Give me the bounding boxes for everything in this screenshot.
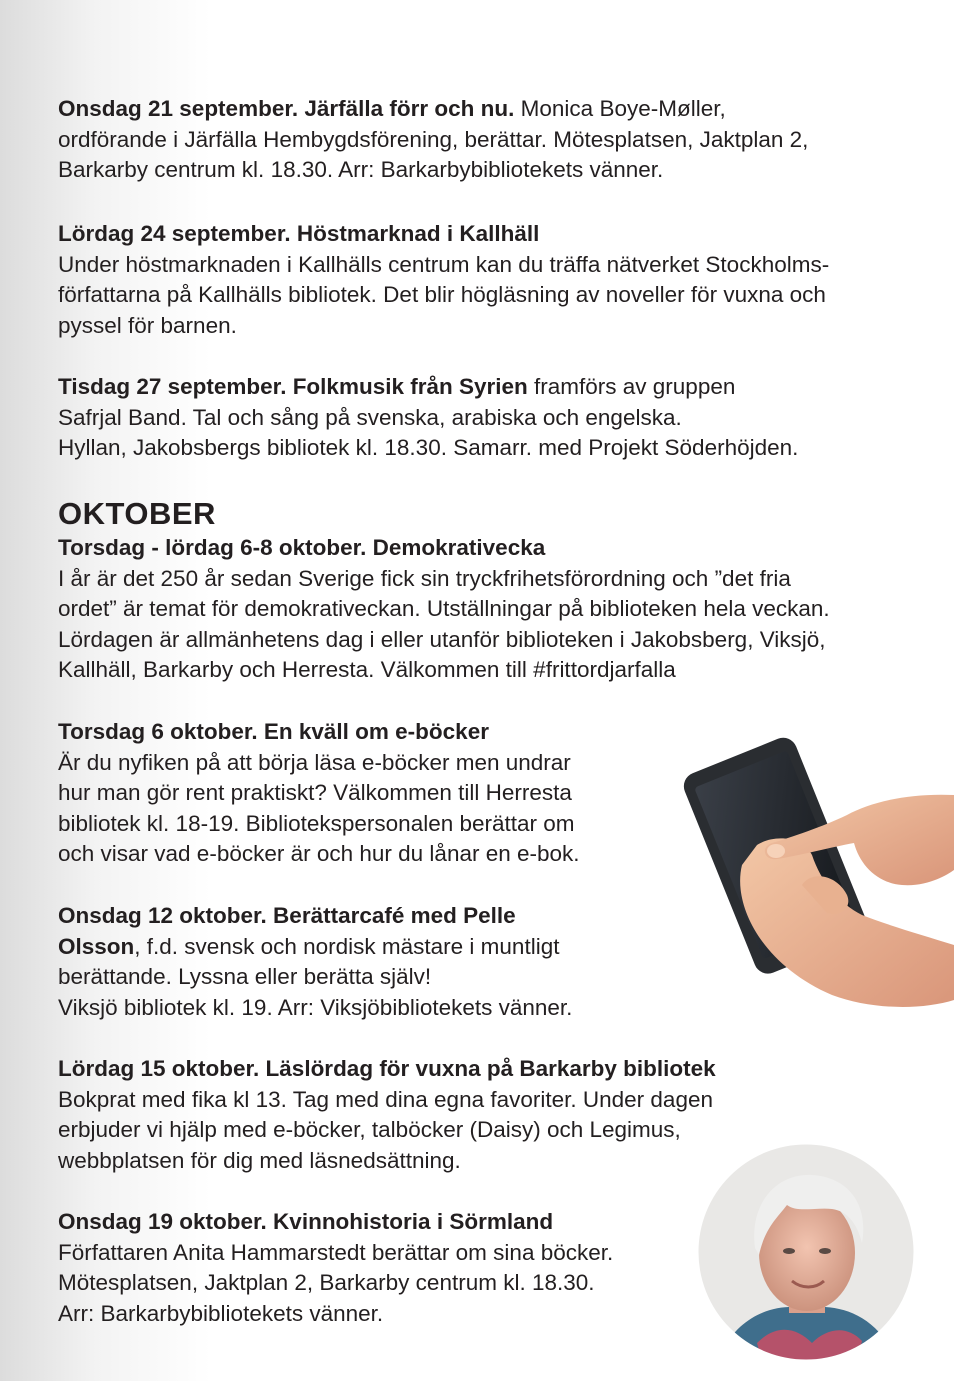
event-body-text: Kallhäll, Barkarby och Herresta. Välkommen till #frittordjarfalla xyxy=(58,657,676,682)
event-body-text: och visar vad e-böcker är och hur du lånar en e-bok. xyxy=(58,841,580,866)
event-text xyxy=(58,901,572,1023)
event-body-text: erbjuder vi hjälp med e-böcker, talböcker (Daisy) och Legimus, xyxy=(58,1117,681,1142)
event-title: Lördag 15 oktober. Läslördag för vuxna på Barkarby bibliotek xyxy=(58,1056,716,1081)
event-body-text: Safrjal Band. Tal och sång på svenska, arabiska och engelska. xyxy=(58,404,682,430)
event-line xyxy=(58,809,580,840)
event-title: Onsdag 12 oktober. Berättarcafé med Pelle xyxy=(58,903,516,928)
event-2016-10-15 xyxy=(58,1054,716,1176)
event-line xyxy=(58,717,580,748)
event-line xyxy=(58,533,830,564)
month-heading-oktober: OKTOBER xyxy=(58,496,216,531)
event-line xyxy=(58,1054,716,1085)
event-line xyxy=(58,219,829,250)
event-line xyxy=(58,839,580,870)
event-line xyxy=(58,280,829,311)
event-line xyxy=(58,564,830,595)
event-line xyxy=(58,403,798,434)
event-line xyxy=(58,155,808,186)
event-body-text: Är du nyfiken på att börja läsa e-böcker men undrar xyxy=(58,749,571,775)
event-line xyxy=(58,932,572,963)
event-line xyxy=(58,94,808,125)
event-2016-10-06-08 xyxy=(58,533,830,686)
event-body-text: bibliotek kl. 18-19. Bibliotekspersonalen berättar om xyxy=(58,810,575,836)
tablet-hand-image xyxy=(672,735,954,1010)
event-text xyxy=(58,219,829,341)
event-body-text: berättande. Lyssna eller berätta själv! xyxy=(58,964,432,989)
event-text xyxy=(58,1054,716,1176)
event-line xyxy=(58,993,572,1024)
event-2016-10-12 xyxy=(58,901,572,1023)
event-line xyxy=(58,625,830,656)
event-body-text: hur man gör rent praktiskt? Välkommen till Herresta xyxy=(58,780,572,805)
event-line xyxy=(58,748,580,779)
event-body-text: Mötesplatsen, Jaktplan 2, Barkarby centrum kl. 18.30. xyxy=(58,1270,595,1295)
event-text xyxy=(58,372,798,464)
portrait-image xyxy=(697,1143,915,1361)
event-text xyxy=(58,1207,613,1329)
event-title: Torsdag 6 oktober. En kväll om e-böcker xyxy=(58,719,489,744)
event-body-text: Viksjö bibliotek kl. 19. Arr: Viksjöbibliotekets vänner. xyxy=(58,994,573,1020)
event-title: Torsdag - lördag 6-8 oktober. Demokrativecka xyxy=(58,535,546,560)
event-line xyxy=(58,433,798,464)
event-line xyxy=(58,1207,613,1238)
event-line xyxy=(58,250,829,281)
event-body-text: framförs av gruppen xyxy=(527,374,736,399)
event-line xyxy=(58,901,572,932)
event-text xyxy=(58,94,808,186)
event-text xyxy=(58,717,580,870)
event-line xyxy=(58,1299,613,1330)
event-title-cont: Olsson xyxy=(58,933,135,959)
event-title: Onsdag 19 oktober. Kvinnohistoria i Sörmland xyxy=(58,1209,554,1234)
event-body-text: ordet” är temat för demokrativeckan. Utställningar på biblioteken hela veckan. xyxy=(58,596,830,621)
event-2016-10-06 xyxy=(58,717,580,870)
event-body-text: Under höstmarknaden i Kallhälls centrum kan du träffa nätverket Stockholms- xyxy=(58,251,830,277)
event-line xyxy=(58,1268,613,1299)
event-body-text: Hyllan, Jakobsbergs bibliotek kl. 18.30. Samarr. med Projekt Söderhöjden. xyxy=(58,435,799,460)
event-line xyxy=(58,311,829,342)
event-line xyxy=(58,1238,613,1269)
event-body-text: , f.d. svensk och nordisk mästare i muntligt xyxy=(134,933,560,959)
event-line xyxy=(58,1146,716,1177)
event-body-text: webbplatsen för dig med läsnedsättning. xyxy=(58,1147,461,1173)
event-body-text: I år är det 250 år sedan Sverige fick sin tryckfrihetsförordning och ”det fria xyxy=(58,565,791,591)
event-line xyxy=(58,372,798,403)
event-body-text: författarna på Kallhälls bibliotek. Det blir högläsning av noveller för vuxna och xyxy=(58,282,826,307)
event-body-text: Lördagen är allmänhetens dag i eller utanför biblioteken i Jakobsberg, Viksjö, xyxy=(58,626,826,652)
event-text xyxy=(58,533,830,686)
event-2016-10-19 xyxy=(58,1207,613,1329)
event-title: Lördag 24 september. Höstmarknad i Kallhäll xyxy=(58,221,540,246)
event-body-text: Bokprat med fika kl 13. Tag med dina egna favoriter. Under dagen xyxy=(58,1086,713,1112)
event-body-text: Barkarby centrum kl. 18.30. Arr: Barkarbybibliotekets vänner. xyxy=(58,157,664,182)
event-line xyxy=(58,778,580,809)
event-body-text: ordförande i Järfälla Hembygdsförening, berättar. Mötesplatsen, Jaktplan 2, xyxy=(58,126,809,152)
event-body-text: Författaren Anita Hammarstedt berättar om sina böcker. xyxy=(58,1239,614,1265)
event-2016-09-27 xyxy=(58,372,798,464)
event-line xyxy=(58,594,830,625)
event-2016-09-21 xyxy=(58,94,808,186)
event-line xyxy=(58,1085,716,1116)
event-body-text: Monica Boye-Møller, xyxy=(514,96,726,121)
event-body-text: pyssel för barnen. xyxy=(58,312,237,338)
event-title: Onsdag 21 september. Järfälla förr och nu. xyxy=(58,96,515,121)
event-line xyxy=(58,655,830,686)
event-2016-09-24 xyxy=(58,219,829,341)
event-title: Tisdag 27 september. Folkmusik från Syrien xyxy=(58,374,528,399)
event-line xyxy=(58,962,572,993)
event-line xyxy=(58,1115,716,1146)
event-line xyxy=(58,125,808,156)
event-body-text: Arr: Barkarbybibliotekets vänner. xyxy=(58,1300,384,1326)
